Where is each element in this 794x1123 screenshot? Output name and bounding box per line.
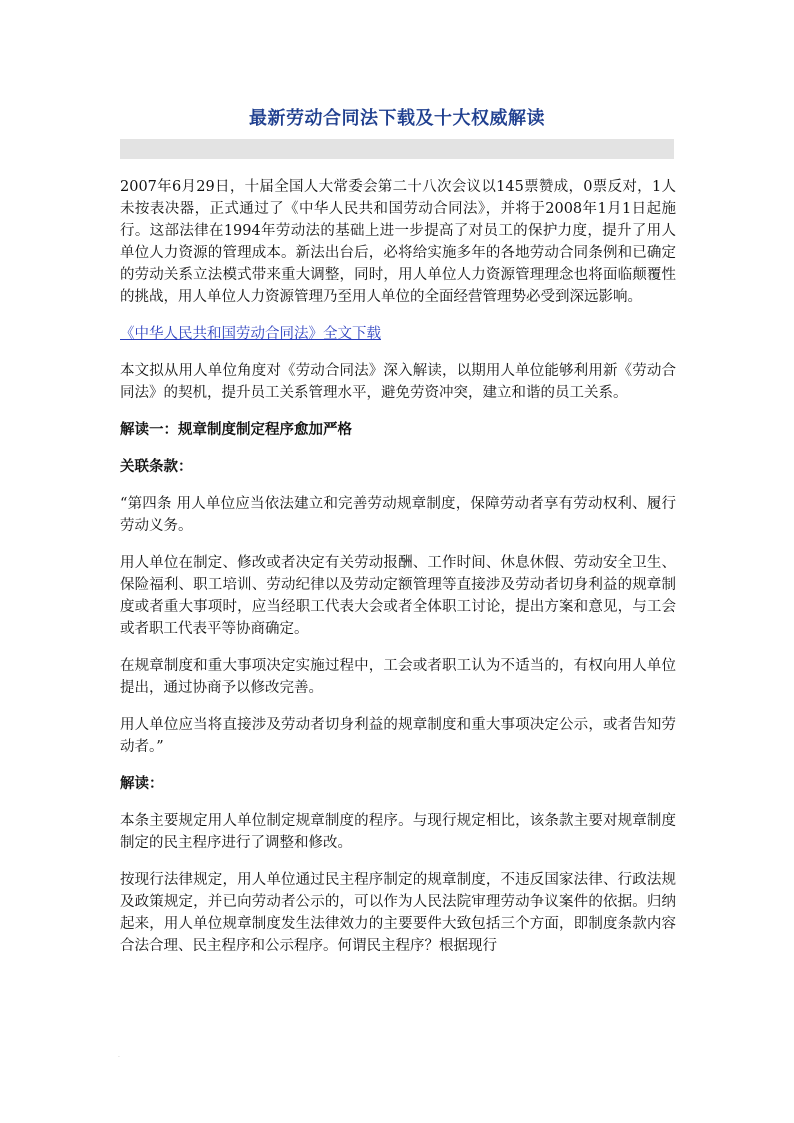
purpose-paragraph: 本文拟从用人单位角度对《劳动合同法》深入解读，以期用人单位能够利用新《劳动合同法》的契机，提升员工关系管理水平，避免劳资冲突，建立和谐的员工关系。 — [120, 363, 676, 401]
interpretation-paragraph-2: 按现行法律规定，用人单位通过民主程序制定的规章制度，不违反国家法律、行政法规及政策规定，并已向劳动者公示的，可以作为人民法院审理劳动争议案件的依据。归纳起来，用人单位规章制度发生法律效力的主要要件大致包括三个方面，即制度条款内容合法合理、民主程序和公示程序。何谓民主程序？根据现行 — [120, 872, 676, 954]
document-body — [120, 176, 676, 972]
intro-paragraph: 2007年6月29日，十届全国人大常委会第二十八次会议以145票赞成，0票反对，1人未按表决器，正式通过了《中华人民共和国劳动合同法》，并将于2008年1月1日起施行。这部法律在1994年劳动法的基础上进一步提高了对员工的保护力度，提升了用人单位人力资源的管理成本。新法出台后，必将给实施多年的各地劳动合同条例和已确定的劳动关系立法模式带来重大调整，同时，用人单位人力资源管理理念也将面临颠覆性的挑战，用人单位人力资源管理乃至用人单位的全面经营管理势必受到深远影响。 — [120, 179, 676, 305]
interpretation-label: 解读： — [120, 775, 164, 792]
section-heading-1: 解读一：规章制度制定程序愈加严格 — [120, 421, 352, 438]
document-title: 最新劳动合同法下载及十大权威解读 — [249, 108, 545, 129]
clause-paragraph-2: 用人单位在制定、修改或者决定有关劳动报酬、工作时间、休息休假、劳动安全卫生、保险福利、职工培训、劳动纪律以及劳动定额管理等直接涉及劳动者切身利益的规章制度或者重大事项时，应当经职工代表大会或者全体职工讨论，提出方案和意见，与工会或者职工代表平等协商确定。 — [120, 555, 676, 637]
page-footer-mark: . — [118, 1052, 120, 1059]
related-clause-label: 关联条款： — [120, 458, 193, 475]
title-divider-bar — [120, 139, 674, 159]
clause-paragraph-1: “第四条 用人单位应当依法建立和完善劳动规章制度，保障劳动者享有劳动权利、履行劳动义务。 — [120, 496, 676, 534]
clause-paragraph-4: 用人单位应当将直接涉及劳动者切身利益的规章制度和重大事项决定公示，或者告知劳动者。” — [120, 717, 676, 755]
full-text-download-link[interactable]: 《中华人民共和国劳动合同法》全文下载 — [120, 326, 381, 342]
clause-paragraph-3: 在规章制度和重大事项决定实施过程中，工会或者职工认为不适当的，有权向用人单位提出，通过协商予以修改完善。 — [120, 658, 676, 696]
interpretation-paragraph-1: 本条主要规定用人单位制定规章制度的程序。与现行规定相比，该条款主要对规章制度制定的民主程序进行了调整和修改。 — [120, 813, 676, 851]
